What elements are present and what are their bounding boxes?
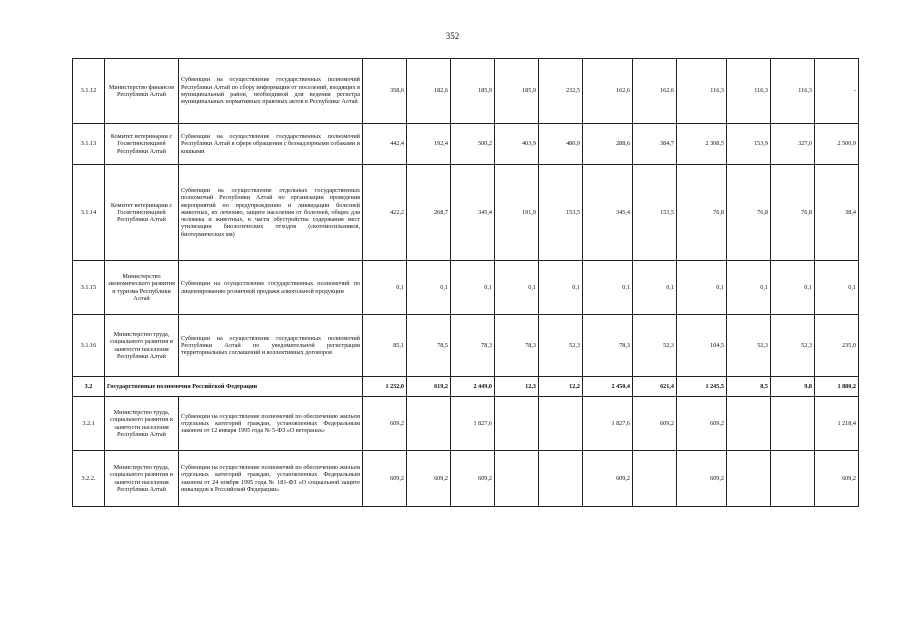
row-value: 0,1 <box>539 261 583 315</box>
row-organization: Комитет ветеринарии с Госветинспекцией Республики Алтай <box>105 124 179 165</box>
row-value: 288,6 <box>583 124 633 165</box>
section-value: 8,5 <box>727 377 771 397</box>
row-value: 403,9 <box>495 124 539 165</box>
section-title: Государственные полномочия Российской Федерации <box>105 377 363 397</box>
row-value: 609,2 <box>451 451 495 507</box>
row-value: 2 308,5 <box>677 124 727 165</box>
row-value: 153,5 <box>633 165 677 261</box>
row-value: 500,2 <box>451 124 495 165</box>
row-value: 0,1 <box>633 261 677 315</box>
section-value: 621,4 <box>633 377 677 397</box>
row-value: 2 500,9 <box>815 124 859 165</box>
row-value <box>495 451 539 507</box>
row-value: 52,3 <box>633 315 677 377</box>
row-description: Субвенции на осуществление государственных полномочий по лицензированию розничной продажи алкогольной продукции <box>179 261 363 315</box>
row-value: 0,1 <box>771 261 815 315</box>
row-value: 609,2 <box>633 397 677 451</box>
row-value: 153,9 <box>727 124 771 165</box>
section-value: 12,2 <box>539 377 583 397</box>
table-row <box>73 124 859 165</box>
section-value: 1 245,5 <box>677 377 727 397</box>
row-number: 3.1.13 <box>73 124 105 165</box>
row-value: 76,8 <box>727 165 771 261</box>
row-value: 232,5 <box>539 59 583 124</box>
row-value: 116,3 <box>727 59 771 124</box>
row-value: 345,4 <box>451 165 495 261</box>
row-value: 442,4 <box>363 124 407 165</box>
row-number: 3.2.2. <box>73 451 105 507</box>
row-description: Субвенции на осуществление государственных полномочий Республики Алтай по уведомительной регистрации территориальных соглашений и коллективных договоров <box>179 315 363 377</box>
row-value <box>539 397 583 451</box>
row-value: 422,2 <box>363 165 407 261</box>
row-value: 609,2 <box>363 397 407 451</box>
row-value: 1 827,6 <box>451 397 495 451</box>
row-value: 76,8 <box>771 165 815 261</box>
table-row <box>73 59 859 124</box>
row-value: 162,6 <box>583 59 633 124</box>
row-value <box>727 397 771 451</box>
section-value: 2 449,0 <box>451 377 495 397</box>
row-value <box>633 451 677 507</box>
table-body <box>73 59 859 507</box>
row-value: 182,6 <box>407 59 451 124</box>
row-value <box>495 397 539 451</box>
row-value: - <box>815 59 859 124</box>
row-value: 609,2 <box>583 451 633 507</box>
row-value <box>727 451 771 507</box>
section-value: 1 880,2 <box>815 377 859 397</box>
row-value: 0,1 <box>583 261 633 315</box>
row-value: 268,7 <box>407 165 451 261</box>
page-number: 352 <box>445 31 460 41</box>
row-value: 0,1 <box>407 261 451 315</box>
row-description: Субвенции на осуществление государственных полномочий Республики Алтай по сбору информации от поселений, входящих в муниципальный район, необходимой для ведения регистра муниципальных нормативных правовых актов в Республике Алтай <box>179 59 363 124</box>
row-value: 185,9 <box>451 59 495 124</box>
row-number: 3.2.1 <box>73 397 105 451</box>
row-value: 0,1 <box>495 261 539 315</box>
row-value: 104,5 <box>677 315 727 377</box>
row-value: 78,3 <box>495 315 539 377</box>
row-value: 153,5 <box>539 165 583 261</box>
row-value: 0,1 <box>451 261 495 315</box>
row-value: 1 218,4 <box>815 397 859 451</box>
section-value: 12,3 <box>495 377 539 397</box>
row-organization: Министерство экономического развития и туризма Республики Алтай <box>105 261 179 315</box>
row-description: Субвенции на осуществление полномочий по обеспечению жильем отдельных категорий граждан, установленных Федеральным законом от 24 ноября 1995 года № 181-ФЗ «О социальной защите инвалидов в Российской Федерации» <box>179 451 363 507</box>
table-row <box>73 315 859 377</box>
row-value: 78,5 <box>407 315 451 377</box>
row-value: 78,3 <box>583 315 633 377</box>
row-description: Субвенции на осуществление полномочий по обеспечению жильем отдельных категорий граждан, установленных Федеральным законом от 12 января 1995 года № 5-ФЗ «О ветеранах» <box>179 397 363 451</box>
table-row <box>73 397 859 451</box>
table-row <box>73 261 859 315</box>
row-organization: Комитет ветеринарии с Госветинспекцией Республики Алтай <box>105 165 179 261</box>
row-value: 76,8 <box>677 165 727 261</box>
row-value: 52,3 <box>727 315 771 377</box>
row-value <box>407 397 451 451</box>
section-value: 619,2 <box>407 377 451 397</box>
row-value: 116,3 <box>677 59 727 124</box>
row-value: 327,0 <box>771 124 815 165</box>
row-value: 192,4 <box>407 124 451 165</box>
row-number: 3.1.14 <box>73 165 105 261</box>
row-value: 480,9 <box>539 124 583 165</box>
section-value: 2 450,4 <box>583 377 633 397</box>
table-row <box>73 165 859 261</box>
row-value: 191,9 <box>495 165 539 261</box>
row-value: 0,1 <box>727 261 771 315</box>
row-organization: Министерство труда, социального развития и занятости населения Республики Алтай <box>105 315 179 377</box>
row-organization: Министерство труда, социального развития и занятости населения Республики Алтай <box>105 451 179 507</box>
section-value: 1 232,0 <box>363 377 407 397</box>
row-value: 609,2 <box>363 451 407 507</box>
row-value: 235,0 <box>815 315 859 377</box>
row-value <box>539 451 583 507</box>
row-value: 0,1 <box>815 261 859 315</box>
row-value: 0,1 <box>677 261 727 315</box>
row-number: 3.1.12 <box>73 59 105 124</box>
row-value: 78,3 <box>451 315 495 377</box>
row-value: 0,1 <box>363 261 407 315</box>
row-value <box>771 397 815 451</box>
budget-table <box>72 58 859 507</box>
row-value: 185,9 <box>495 59 539 124</box>
section-number: 3.2 <box>73 377 105 397</box>
row-value: 609,2 <box>677 397 727 451</box>
row-value: 38,4 <box>815 165 859 261</box>
row-value: 52,3 <box>539 315 583 377</box>
row-description: Субвенции на осуществление отдельных государственных полномочий Республики Алтай по организации проведения мероприятий по предупреждению и ликвидации болезней животных, их лечению, защите населения от болезней, общих для человека и животных, в части обустройства содержания мест утилизации биологических отходов (скотомогильников, биотермических ям) <box>179 165 363 261</box>
row-value: 609,2 <box>677 451 727 507</box>
row-value: 52,3 <box>771 315 815 377</box>
row-value: 162,6 <box>633 59 677 124</box>
row-value <box>771 451 815 507</box>
row-value: 85,1 <box>363 315 407 377</box>
row-number: 3.1.16 <box>73 315 105 377</box>
row-value: 609,2 <box>815 451 859 507</box>
row-number: 3.1.15 <box>73 261 105 315</box>
row-organization: Министерство труда, социального развития и занятости населения Республики Алтай <box>105 397 179 451</box>
row-organization: Министерство финансов Республики Алтай <box>105 59 179 124</box>
row-value: 1 827,6 <box>583 397 633 451</box>
row-description: Субвенции на осуществление государственных полномочий Республики Алтай в сфере обращения с безнадзорными собаками и кошками <box>179 124 363 165</box>
table-row <box>73 451 859 507</box>
row-value: 345,4 <box>583 165 633 261</box>
row-value: 358,6 <box>363 59 407 124</box>
section-row <box>73 377 859 397</box>
row-value: 609,2 <box>407 451 451 507</box>
row-value: 116,3 <box>771 59 815 124</box>
row-value: 384,7 <box>633 124 677 165</box>
section-value: 9,8 <box>771 377 815 397</box>
